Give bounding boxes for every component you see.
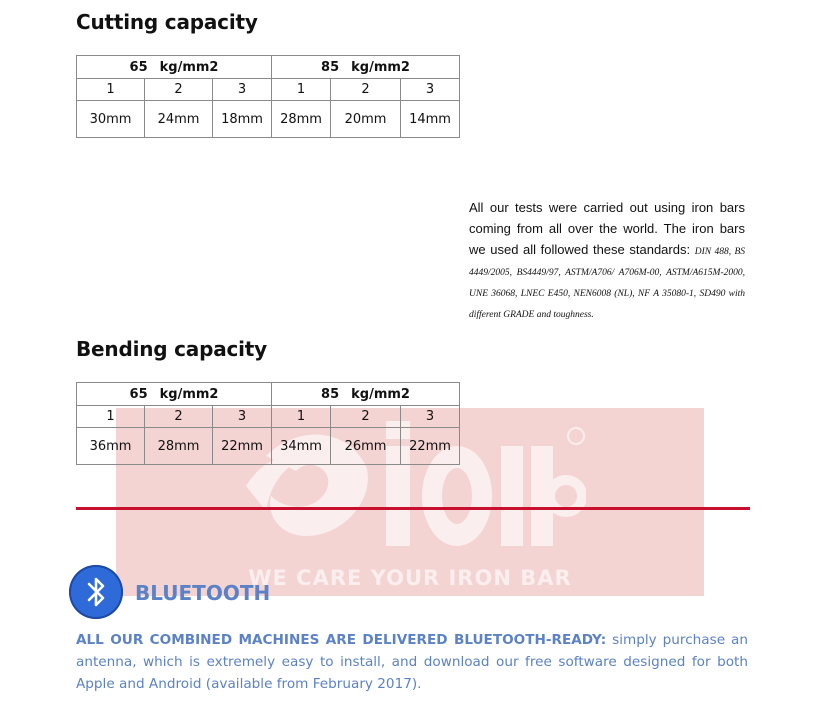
bending-capacity-title: Bending capacity	[76, 337, 268, 361]
column-number: 2	[145, 79, 213, 101]
standards-list: DIN 488, BS 4449/2005, BS4449/97, ASTM/A706/ A706M-00, ASTM/A615M-2000, UNE 36068, LNEC E450, NEN6008 (NL), NF A 35080-1, SD490 with different GRADE and toughness.	[469, 247, 745, 320]
grade-value: 65	[129, 386, 148, 402]
grade-header-cell	[77, 56, 272, 79]
capacity-value: 36mm	[77, 428, 145, 465]
capacity-value: 26mm	[331, 428, 401, 465]
capacity-value: 20mm	[331, 101, 401, 138]
capacity-value: 22mm	[213, 428, 272, 465]
capacity-value: 22mm	[401, 428, 460, 465]
column-number-row	[77, 406, 460, 428]
column-number: 2	[331, 406, 401, 428]
bluetooth-heading: BLUETOOTH	[135, 581, 271, 605]
capacity-value-row	[77, 428, 460, 465]
grade-unit: kg/mm2	[159, 59, 219, 75]
column-number-row	[77, 79, 460, 101]
column-number: 1	[77, 79, 145, 101]
grade-unit: kg/mm2	[351, 59, 410, 75]
capacity-value: 34mm	[272, 428, 331, 465]
capacity-value-row	[77, 101, 460, 138]
column-number: 3	[401, 406, 460, 428]
bluetooth-body: simply purchase an antenna, which is extremely easy to install, and download our free software designed for both Apple and Android (available from February 2017).	[76, 632, 748, 692]
grade-value: 65	[129, 59, 148, 75]
section-divider	[76, 507, 750, 510]
grade-unit: kg/mm2	[351, 386, 410, 402]
column-number: 3	[401, 79, 460, 101]
bending-capacity-table	[76, 382, 460, 465]
cutting-capacity-table	[76, 55, 460, 138]
capacity-value: 24mm	[145, 101, 213, 138]
column-number: 1	[272, 79, 331, 101]
bluetooth-icon	[69, 565, 123, 619]
grade-row	[77, 56, 460, 79]
capacity-value: 30mm	[77, 101, 145, 138]
grade-value: 85	[321, 386, 340, 402]
capacity-value: 18mm	[213, 101, 272, 138]
column-number: 1	[77, 406, 145, 428]
capacity-value: 28mm	[145, 428, 213, 465]
grade-header-cell	[77, 383, 272, 406]
bluetooth-description	[76, 629, 748, 695]
column-number: 1	[272, 406, 331, 428]
capacity-value: 28mm	[272, 101, 331, 138]
column-number: 2	[145, 406, 213, 428]
watermark-tagline: WE CARE YOUR IRON BAR	[248, 566, 572, 590]
grade-value: 85	[321, 59, 340, 75]
column-number: 3	[213, 406, 272, 428]
test-standards-note	[469, 197, 745, 323]
grade-header-cell	[272, 56, 460, 79]
grade-header-cell	[272, 383, 460, 406]
capacity-value: 14mm	[401, 101, 460, 138]
bluetooth-lead: ALL OUR COMBINED MACHINES ARE DELIVERED BLUETOOTH-READY:	[76, 632, 607, 648]
note-text: All our tests were carried out using iron bars coming from all over the world. The iron bars we used all followed these standards:	[469, 200, 745, 257]
column-number: 3	[213, 79, 272, 101]
column-number: 2	[331, 79, 401, 101]
cutting-capacity-title: Cutting capacity	[76, 10, 258, 34]
grade-unit: kg/mm2	[159, 386, 219, 402]
grade-row	[77, 383, 460, 406]
